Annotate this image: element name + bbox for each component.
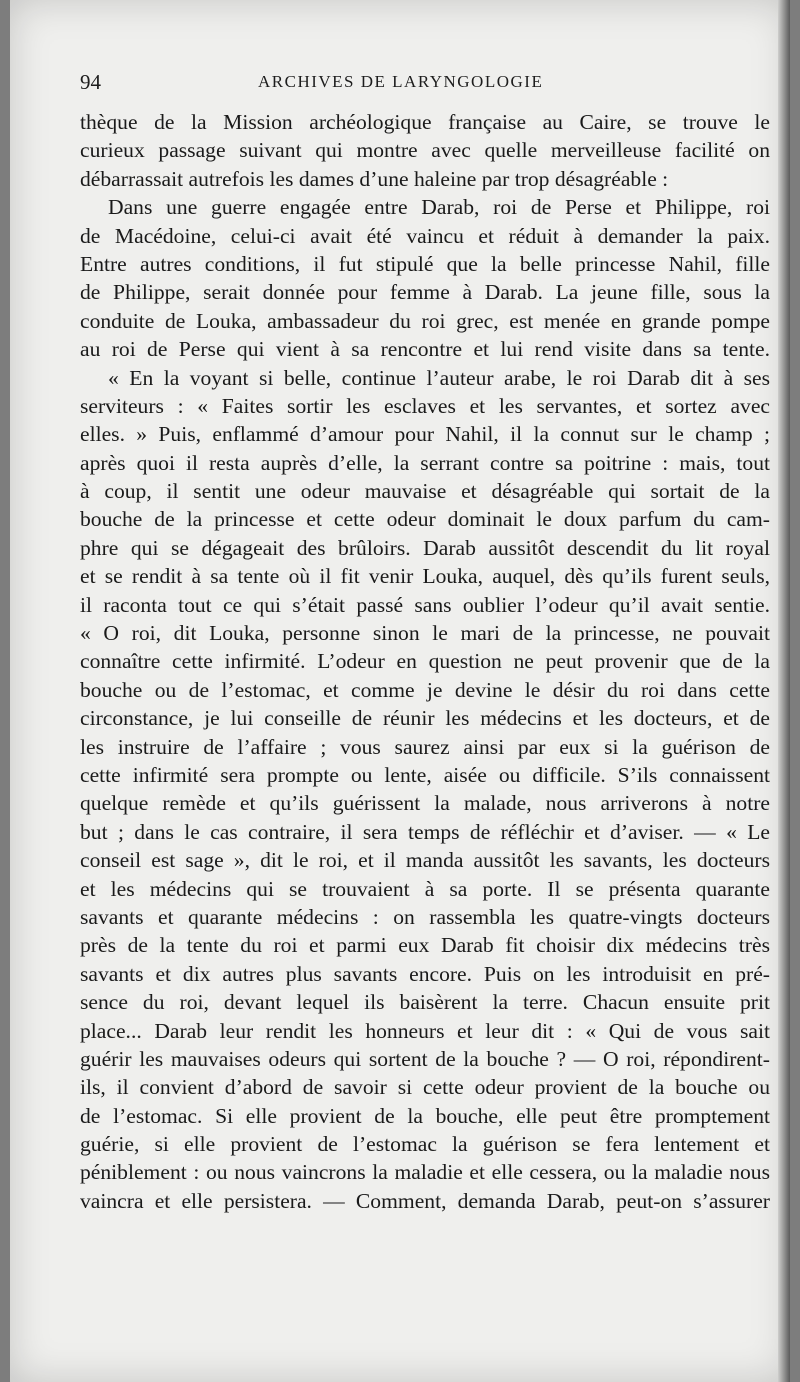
body-text (80, 108, 770, 1215)
text-line: thèque de la Mission archéologique française au Caire, se trouve le (80, 110, 770, 134)
text-line: bouche de la princesse et cette odeur dominait le doux parfum du cam- (80, 507, 770, 532)
text-line: Entre autres conditions, il fut stipulé que la belle princesse Nahil, fille (80, 251, 770, 276)
text-line: quelque remède et qu’ils guérissent la malade, nous arriverons à notre (80, 791, 770, 816)
text-line: sence du roi, devant lequel ils baisèrent la terre. Chacun ensuite prit (80, 990, 770, 1015)
text-line: curieux passage suivant qui montre avec quelle merveilleuse facilité on (80, 138, 770, 163)
text-line: il raconta tout ce qui s’était passé sans oublier l’odeur qu’il avait sentie. (80, 592, 770, 617)
running-head: ARCHIVES DE LARYNGOLOGIE (258, 72, 544, 91)
text-line: elles. » Puis, enflammé d’amour pour Nahil, il la connut sur le champ ; (80, 422, 770, 447)
text-line: connaître cette infirmité. L’odeur en question ne peut provenir que de la (80, 649, 770, 674)
text-line: de Macédoine, celui-ci avait été vaincu et réduit à demander la paix. (80, 223, 770, 248)
text-line: « O roi, dit Louka, personne sinon le mari de la princesse, ne pouvait (80, 621, 770, 646)
page-header (80, 70, 770, 98)
text-line: but ; dans le cas contraire, il sera temps de réfléchir et d’aviser. — « Le (80, 819, 770, 844)
page-number: 94 (80, 70, 101, 94)
text-line: phre qui se dégageait des brûloirs. Darab aussitôt descendit du lit royal (80, 535, 770, 560)
text-line: et les médecins qui se trouvaient à sa porte. Il se présenta quarante (80, 876, 770, 901)
text-line: débarrassait autrefois les dames d’une haleine par trop désagréable : (80, 166, 669, 191)
text-line: guérie, si elle provient de l’estomac la guérison se fera lentement et (80, 1132, 770, 1157)
text-line: « En la voyant si belle, continue l’auteur arabe, le roi Darab dit à ses (108, 365, 770, 390)
text-line: les instruire de l’affaire ; vous saurez ainsi par eux si la guérison de (80, 734, 770, 759)
text-line: péniblement : ou nous vaincrons la maladie et elle cessera, ou la maladie nous (80, 1160, 770, 1185)
text-line: de Philippe, serait donnée pour femme à Darab. La jeune fille, sous la (80, 280, 770, 305)
text-line: bouche ou de l’estomac, et comme je devine le désir du roi dans cette (80, 677, 770, 702)
text-line: et se rendit à sa tente où il fit venir Louka, auquel, dès qu’ils furent seuls, (80, 564, 770, 589)
text-line: au roi de Perse qui vient à sa rencontre et lui rend visite dans sa tente. (80, 337, 770, 362)
text-line: ils, il convient d’abord de savoir si cette odeur provient de la bouche ou (80, 1075, 770, 1100)
text-line: Dans une guerre engagée entre Darab, roi de Perse et Philippe, roi (108, 195, 770, 220)
text-line: après quoi il resta auprès d’elle, la serrant contre sa poitrine : mais, tout (80, 450, 770, 475)
text-line: savants et quarante médecins : on rassembla les quatre-vingts docteurs (80, 904, 770, 929)
text-line: conduite de Louka, ambassadeur du roi grec, est menée en grande pompe (80, 308, 770, 333)
text-line: vaincra et elle persistera. — Comment, demanda Darab, peut-on s’assurer (80, 1188, 770, 1213)
text-line: de l’estomac. Si elle provient de la bouche, elle peut être promptement (80, 1103, 770, 1128)
text-line: conseil est sage », dit le roi, et il manda aussitôt les savants, les docteurs (80, 848, 770, 873)
page-edge (778, 0, 790, 1382)
text-line: serviteurs : « Faites sortir les esclaves et les servantes, et sortez avec (80, 393, 770, 418)
text-line: circonstance, je lui conseille de réunir les médecins et les docteurs, et de (80, 706, 770, 731)
text-line: près de la tente du roi et parmi eux Darab fit choisir dix médecins très (80, 933, 770, 958)
text-line: savants et dix autres plus savants encore. Puis on les introduisit en pré- (80, 961, 770, 986)
text-line: cette infirmité sera prompte ou lente, aisée ou difficile. S’ils connaissent (80, 762, 770, 787)
text-line: guérir les mauvaises odeurs qui sortent de la bouche ? — O roi, répondirent- (80, 1046, 770, 1071)
text-line: place... Darab leur rendit les honneurs et leur dit : « Qui de vous sait (80, 1018, 770, 1043)
text-line: à coup, il sentit une odeur mauvaise et désagréable qui sortait de la (80, 479, 770, 504)
book-page (10, 0, 790, 1382)
